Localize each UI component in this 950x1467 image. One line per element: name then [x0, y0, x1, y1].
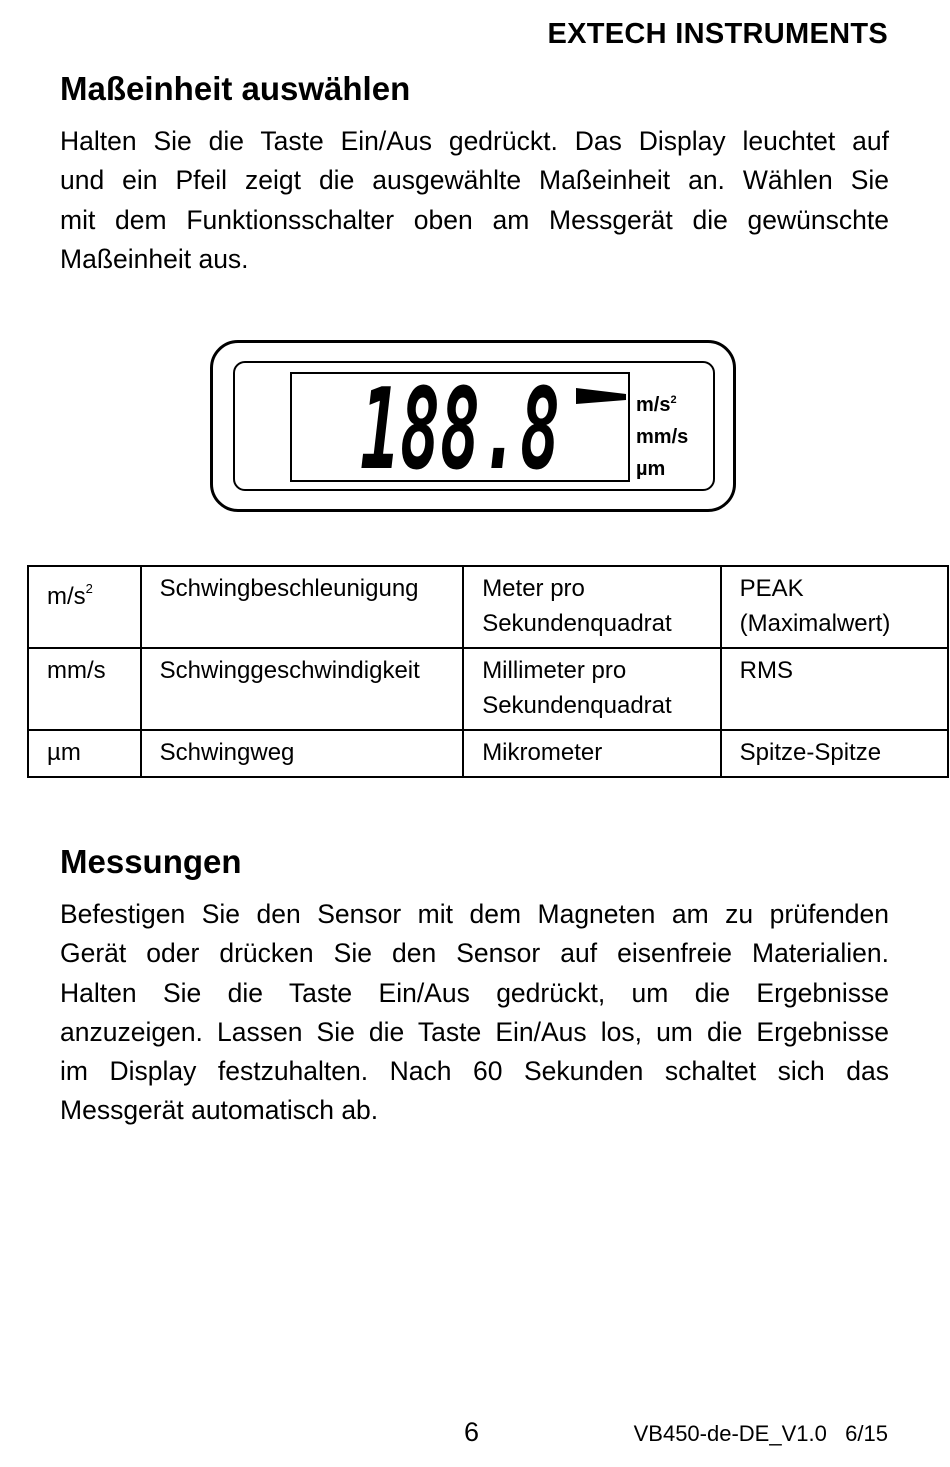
units-table: [27, 565, 949, 778]
lcd-reading-graphic: [360, 378, 630, 478]
section-body-measurements: [60, 895, 889, 1131]
page-number: 6: [464, 1417, 480, 1447]
cell-unit: µm: [28, 730, 141, 777]
cell-unit: mm/s: [28, 648, 141, 730]
cell-mode: RMS: [721, 648, 948, 730]
brand-header: EXTECH INSTRUMENTS: [547, 18, 888, 50]
paragraph-line: und ein Pfeil zeigt die ausgewählte Maßeinheit an. Wählen Sie: [60, 165, 889, 196]
lcd-unit-um: µm: [636, 458, 666, 480]
lcd-unit-labels: [636, 384, 688, 485]
cell-mode: Spitze-Spitze: [721, 730, 948, 777]
lcd-reading: 188.8: [360, 378, 560, 478]
section-body-unit-select: [60, 122, 889, 279]
paragraph-line: anzuzeigen. Lassen Sie die Taste Ein/Aus los, um die Ergebnisse: [60, 1016, 889, 1047]
paragraph-line: Halten Sie die Taste Ein/Aus gedrückt, um die Ergebnisse: [60, 977, 889, 1008]
cell-unit-name: Meter pro Sekundenquadrat: [463, 566, 720, 648]
paragraph-line: Gerät oder drücken Sie den Sensor auf eisenfreie Materialien.: [60, 938, 889, 969]
section-title-unit-select: Maßeinheit auswählen: [60, 70, 411, 107]
cell-unit: $m/s^2$: [28, 566, 141, 648]
cell-quantity: Schwinggeschwindigkeit: [141, 648, 464, 730]
lcd-unit-ms2: $m/s^2$: [636, 394, 677, 416]
cell-unit-name: Millimeter pro Sekundenquadrat: [463, 648, 720, 730]
paragraph-line: mit dem Funktionsschalter oben am Messgerät die gewünschte: [60, 204, 889, 235]
paragraph-line: Befestigen Sie den Sensor mit dem Magneten am zu prüfenden: [60, 899, 889, 929]
table-row: [28, 566, 948, 648]
section-title-measurements: Messungen: [60, 843, 242, 880]
paragraph-line: Messgerät automatisch ab.: [60, 1095, 379, 1126]
cell-mode: PEAK (Maximalwert): [721, 566, 948, 648]
cell-quantity: Schwingbeschleunigung: [141, 566, 464, 648]
document-id: VB450-de-DE_V1.0 6/15: [633, 1421, 888, 1446]
paragraph-line: Maßeinheit aus.: [60, 243, 249, 274]
lcd-unit-mms: mm/s: [636, 426, 689, 448]
table-row: [28, 730, 948, 777]
paragraph-line: im Display festzuhalten. Nach 60 Sekunden schaltet sich das: [60, 1056, 889, 1087]
cell-quantity: Schwingweg: [141, 730, 464, 777]
table-row: [28, 648, 948, 730]
unit-arrow-icon: [576, 388, 626, 404]
cell-unit-name: Mikrometer: [463, 730, 720, 777]
paragraph-line: Halten Sie die Taste Ein/Aus gedrückt. Das Display leuchtet auf: [60, 126, 889, 156]
